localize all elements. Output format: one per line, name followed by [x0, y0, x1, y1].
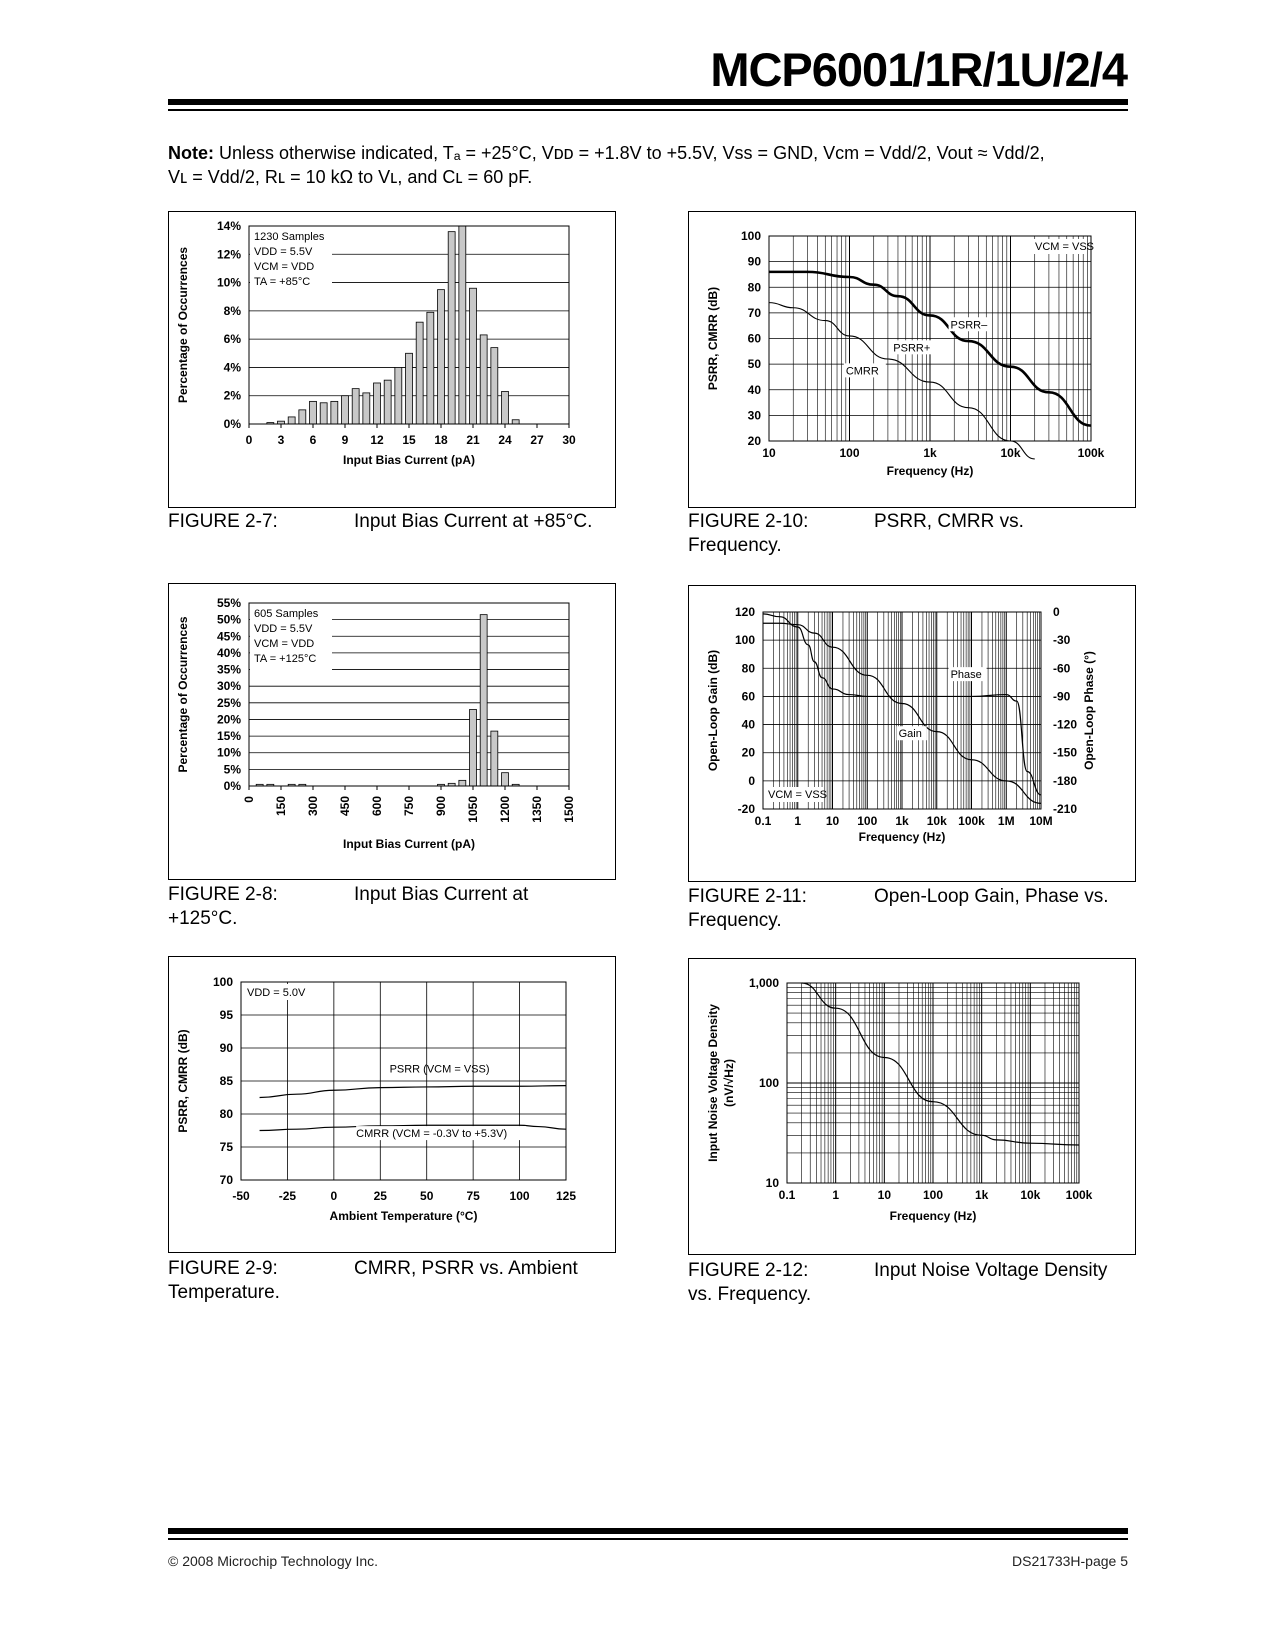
x-tick-label: 0	[242, 796, 256, 803]
x-axis-label: Frequency (Hz)	[889, 1209, 977, 1223]
x-tick-label: 10k	[1000, 446, 1021, 460]
figure-caption-text-2: Frequency.	[688, 910, 782, 931]
histogram-bar	[342, 396, 349, 424]
page-title: MCP6001/1R/1U/2/4	[710, 43, 1127, 96]
series-label: CMRR	[845, 365, 879, 378]
x-tick-label: 100k	[958, 814, 985, 828]
y-tick-label: 30	[747, 408, 761, 423]
histogram-bar	[363, 393, 370, 424]
x-tick-label: 75	[466, 1189, 480, 1203]
y-tick-label: 25%	[216, 695, 241, 710]
histogram-bar	[331, 401, 338, 424]
series-line-psrr	[260, 1086, 566, 1098]
series-line-noise	[802, 983, 1079, 1145]
y-tick-label: 40	[741, 717, 755, 732]
figure-caption-text: Input Bias Current at +85°C.	[354, 511, 593, 532]
histogram-bar	[416, 322, 423, 424]
figure-2-9-caption	[168, 1257, 578, 1305]
x-tick-label: 1	[794, 814, 802, 828]
note-label: Note:	[168, 143, 214, 163]
psrr-label: PSRR (VCM = VSS)	[389, 1063, 490, 1076]
y-tick-label: 4%	[223, 360, 241, 375]
x-tick-label: 125	[555, 1189, 577, 1203]
series-label: PSRR+	[893, 342, 931, 355]
histogram-bar	[448, 232, 455, 424]
y-tick-label: 85	[219, 1074, 233, 1088]
histogram-bar	[395, 367, 402, 424]
histogram-bar	[512, 420, 519, 424]
x-tick-label: 50	[420, 1189, 434, 1203]
y2-tick-label: -120	[1053, 717, 1078, 732]
histogram-bar	[459, 226, 466, 424]
phase-label: Phase	[950, 669, 982, 682]
histogram-bar	[384, 380, 391, 424]
y-tick-label: 120	[734, 605, 755, 619]
y-axis-label: Percentage of Occurrences	[176, 246, 190, 404]
x-tick-label: 1M	[997, 814, 1015, 828]
x-tick-label: 15	[402, 433, 416, 447]
figure-2-7-caption	[168, 510, 592, 534]
figure-number: FIGURE 2-8:	[168, 884, 278, 905]
x-tick-label: 24	[498, 433, 512, 447]
figure-2-9-chart	[168, 956, 616, 1253]
x-tick-label: 10k	[926, 814, 947, 828]
x-tick-label: 1	[832, 1188, 840, 1202]
y-tick-label: 8%	[223, 303, 241, 318]
x-tick-label: 1350	[530, 796, 544, 823]
x-tick-label: 18	[434, 433, 448, 447]
histogram-bar	[288, 417, 295, 424]
figure-number: FIGURE 2-11:	[688, 886, 807, 907]
y2-tick-label: -210	[1053, 802, 1078, 816]
histogram-bar	[406, 353, 413, 424]
x-tick-label: 12	[370, 433, 384, 447]
x-axis-label: Input Bias Current (pA)	[343, 837, 475, 851]
header-rule-thin	[168, 109, 1128, 111]
x-tick-label: 0	[330, 1189, 338, 1203]
y-tick-label: 90	[219, 1041, 233, 1055]
y-axis-label: PSRR, CMRR (dB)	[176, 1029, 190, 1133]
x-tick-label: 1200	[498, 796, 512, 823]
y-axis-label: PSRR, CMRR (dB)	[706, 286, 720, 391]
figure-number: FIGURE 2-9:	[168, 1258, 278, 1279]
x-tick-label: 0.1	[754, 814, 772, 828]
figure-caption-text-2: Frequency.	[688, 535, 782, 556]
figure-caption-text: CMRR, PSRR vs. Ambient	[354, 1258, 578, 1279]
y2-tick-label: -180	[1053, 773, 1078, 788]
x-tick-label: 150	[274, 796, 288, 817]
x-tick-label: 21	[466, 433, 480, 447]
annotation-text: TA = +125°C	[254, 653, 317, 665]
y2-tick-label: -90	[1053, 689, 1071, 704]
annotation-text: VCM = VSS	[768, 789, 827, 801]
cmrr-label: CMRR (VCM = -0.3V to +5.3V)	[356, 1128, 508, 1141]
figure-number: FIGURE 2-12:	[688, 1260, 809, 1281]
x-tick-label: 100	[839, 446, 860, 460]
y-tick-label: -20	[737, 802, 755, 816]
figure-2-7-chart	[168, 211, 616, 508]
footer-page-number: DS21733H-page 5	[1012, 1553, 1128, 1569]
x-tick-label: 100	[509, 1189, 530, 1203]
x-tick-label: 1500	[562, 796, 576, 823]
figure-caption-text-2: +125°C.	[168, 908, 238, 929]
y-tick-label: 0	[748, 773, 755, 788]
y-tick-label: 90	[747, 254, 761, 269]
figure-caption-text: Input Noise Voltage Density	[874, 1260, 1108, 1281]
x-tick-label: 10	[762, 446, 776, 460]
x-tick-label: 1k	[974, 1188, 989, 1202]
histogram-bar	[480, 335, 487, 424]
y-tick-label: 100	[212, 975, 233, 989]
y-tick-label: 60	[741, 689, 755, 704]
x-tick-label: 1050	[466, 796, 480, 823]
x-tick-label: 1k	[923, 446, 937, 460]
x-tick-label: 10M	[1029, 814, 1053, 828]
y-tick-label: 1,000	[748, 976, 779, 990]
series-line-cmrr	[769, 303, 1035, 459]
y-tick-label: 10%	[216, 745, 241, 760]
figure-2-10-caption	[688, 510, 1024, 558]
annotation-text: VDD = 5.5V	[254, 246, 313, 258]
y-axis-label: Percentage of Occurrences	[176, 616, 190, 773]
y-tick-label: 100	[758, 1076, 779, 1090]
figure-2-11-chart	[688, 585, 1136, 882]
x-tick-label: 1k	[895, 814, 909, 828]
y-tick-label: 50	[747, 357, 761, 372]
histogram-bar	[470, 709, 477, 786]
y-tick-label: 10	[765, 1176, 779, 1190]
footer-rule	[168, 1528, 1128, 1534]
note-line1: Unless otherwise indicated, Tₐ = +25°C, Vᴅᴅ = +1.8V to +5.5V, Vss = GND, Vcm = Vdd/2, Vout ≈ Vdd/2,	[219, 143, 1045, 163]
y-tick-label: 60	[747, 331, 761, 346]
histogram-bar	[320, 403, 327, 424]
gain-label: Gain	[898, 728, 922, 741]
y-tick-label: 6%	[223, 332, 241, 347]
y-tick-label: 80	[747, 280, 761, 295]
y-tick-label: 100	[740, 229, 761, 243]
y-tick-label: 80	[219, 1107, 233, 1121]
y-tick-label: 45%	[216, 629, 241, 644]
x-tick-label: 9	[341, 433, 349, 447]
x-tick-label: 10k	[1020, 1188, 1041, 1202]
x-tick-label: 600	[370, 796, 384, 817]
x-tick-label: 0	[245, 433, 253, 447]
series-label: PSRR–	[950, 319, 988, 332]
x-tick-label: -25	[278, 1189, 297, 1203]
x-tick-label: 300	[306, 796, 320, 817]
figure-caption-text: PSRR, CMRR vs.	[874, 511, 1024, 532]
x-tick-label: 100k	[1065, 1188, 1093, 1202]
x-tick-label: -50	[232, 1189, 250, 1203]
y-tick-label: 14%	[216, 219, 241, 233]
y2-tick-label: -60	[1053, 661, 1071, 676]
y-tick-label: 100	[734, 633, 755, 648]
x-tick-label: 900	[434, 796, 448, 817]
y-axis-label-units: (nV/√Hz)	[722, 1059, 736, 1107]
histogram-bar	[299, 410, 306, 424]
y-tick-label: 75	[219, 1140, 233, 1154]
annotation-text: TA = +85°C	[254, 276, 311, 288]
y-tick-label: 5%	[223, 762, 241, 777]
figure-2-12-caption	[688, 1259, 1107, 1307]
figure-caption-text-2: Temperature.	[168, 1282, 280, 1303]
annotation-text: VDD = 5.5V	[254, 623, 313, 635]
histogram-bar	[491, 731, 498, 786]
y2-tick-label: -150	[1053, 745, 1078, 760]
figure-number: FIGURE 2-7:	[168, 511, 278, 532]
y2-tick-label: -30	[1053, 633, 1071, 648]
y-tick-label: 12%	[216, 247, 241, 262]
figure-2-8-chart	[168, 583, 616, 880]
x-axis-label: Input Bias Current (pA)	[343, 453, 475, 467]
histogram-bar	[459, 780, 466, 786]
figure-caption-text: Input Bias Current at	[354, 884, 529, 905]
y-tick-label: 50%	[216, 612, 241, 627]
y-tick-label: 2%	[223, 388, 241, 403]
y-tick-label: 20%	[216, 712, 241, 727]
x-tick-label: 25	[373, 1189, 387, 1203]
histogram-bar	[502, 773, 509, 786]
x-tick-label: 6	[309, 433, 317, 447]
annotation-text: 605 Samples	[254, 608, 319, 620]
y-tick-label: 40	[747, 382, 761, 397]
histogram-bar	[480, 615, 487, 786]
y-tick-label: 40%	[216, 645, 241, 660]
y-tick-label: 20	[747, 434, 761, 448]
histogram-bar	[438, 290, 445, 424]
x-axis-label: Frequency (Hz)	[858, 830, 946, 844]
annotation-text: 1230 Samples	[254, 231, 325, 243]
histogram-bar	[310, 401, 317, 424]
histogram-bar	[352, 389, 359, 424]
histogram-bar	[491, 348, 498, 424]
y-tick-label: 15%	[216, 729, 241, 744]
x-tick-label: 10	[877, 1188, 892, 1202]
x-tick-label: 0.1	[778, 1188, 796, 1202]
x-axis-label: Frequency (Hz)	[886, 464, 974, 478]
annotation-text: VDD = 5.0V	[247, 987, 306, 999]
figure-2-10-chart	[688, 211, 1136, 508]
annotation-text: VCM = VDD	[254, 638, 315, 650]
x-tick-label: 450	[338, 796, 352, 817]
y-tick-label: 35%	[216, 662, 241, 677]
histogram-bar	[502, 391, 509, 424]
annotation-text: VCM = VDD	[254, 261, 315, 273]
footer-copyright: © 2008 Microchip Technology Inc.	[168, 1553, 379, 1569]
figure-number: FIGURE 2-10:	[688, 511, 809, 532]
x-axis-label: Ambient Temperature (°C)	[329, 1209, 478, 1223]
y-tick-label: 10%	[216, 275, 241, 290]
x-tick-label: 100	[922, 1188, 944, 1202]
y-tick-label: 70	[747, 305, 761, 320]
x-tick-label: 100	[857, 814, 878, 828]
y-tick-label: 30%	[216, 679, 241, 694]
footer-rule-thin	[168, 1538, 1128, 1540]
y2-axis-label: Open-Loop Phase (°)	[1082, 651, 1096, 770]
histogram-bar	[470, 288, 477, 424]
figure-2-11-caption	[688, 885, 1108, 933]
y-tick-label: 0%	[223, 779, 241, 793]
y-axis-label: Input Noise Voltage Density	[706, 1004, 720, 1162]
y-tick-label: 55%	[216, 596, 241, 610]
figure-caption-text: Open-Loop Gain, Phase vs.	[874, 886, 1109, 907]
header-rule	[168, 99, 1128, 105]
y-tick-label: 0%	[223, 417, 241, 431]
y2-tick-label: 0	[1053, 605, 1060, 619]
histogram-bar	[374, 383, 381, 424]
figure-2-8-caption	[168, 883, 528, 931]
figure-caption-text-2: vs. Frequency.	[688, 1284, 812, 1305]
x-tick-label: 30	[562, 433, 576, 447]
y-tick-label: 70	[219, 1173, 233, 1187]
note-line2: Vʟ = Vdd/2, Rʟ = 10 kΩ to Vʟ, and Cʟ = 60 pF.	[168, 167, 533, 187]
y-tick-label: 80	[741, 661, 755, 676]
x-tick-label: 750	[402, 796, 416, 817]
histogram-bar	[427, 312, 434, 424]
x-tick-label: 100k	[1077, 446, 1105, 460]
x-tick-label: 10	[825, 814, 840, 828]
annotation-text: VCM = VSS	[1035, 241, 1094, 253]
y-axis-label: Open-Loop Gain (dB)	[706, 649, 720, 772]
x-tick-label: 3	[277, 433, 285, 447]
y-tick-label: 95	[219, 1008, 233, 1022]
y-tick-label: 20	[741, 745, 755, 760]
conditions-note	[168, 141, 1108, 189]
figure-2-12-chart	[688, 958, 1136, 1255]
x-tick-label: 27	[530, 433, 544, 447]
